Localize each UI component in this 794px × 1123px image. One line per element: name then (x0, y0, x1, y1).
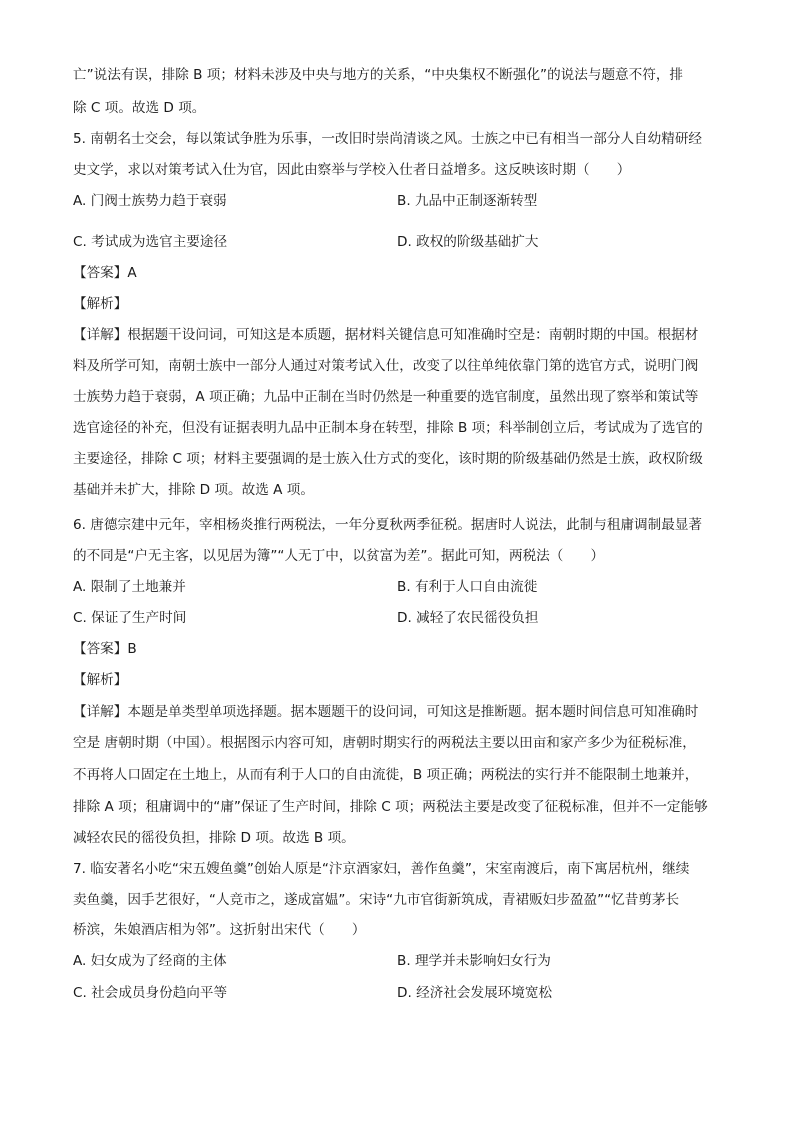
text-line: 亡”说法有误，排除 B 项；材料未涉及中央与地方的关系，“中央集权不断强化”的说法与题意不符，排 (73, 67, 684, 83)
question-5-explanation: 主要途径，排除 C 项；材料主要强调的是士族入仕方式的变化，该时期的阶级基础仍然是士族，政权阶级 (73, 451, 703, 467)
question-7-option-a: A. 妇女成为了经商的主体 (73, 953, 227, 969)
question-5-stem: 5. 南朝名士交会，每以策试争胜为乐事，一改旧时崇尚清谈之风。士族之中已有相当一部分人自幼精研经 (73, 131, 703, 147)
question-5-explanation: 料及所学可知，南朝士族中一部分人通过对策考试入仕，改变了以往单纯依靠门第的选官方式，说明门阀 (73, 358, 699, 374)
question-7-option-b: B. 理学并未影响妇女行为 (397, 953, 551, 969)
question-6-explanation: 空是 唐朝时期（中国）。根据图示内容可知，唐朝时期实行的两税法主要以田亩和家产多少为征税标准， (73, 735, 696, 751)
question-7-stem: 卖鱼羹，因手艺很好，“人竞市之，遂成富媪”。宋诗“九市官街新筑成，青裙贩妇步盈盈”“忆昔剪茅长 (73, 892, 680, 908)
question-7-stem: 桥滨，朱娘酒店相为邻”。这折射出宋代（ ） (73, 922, 366, 938)
question-6-answer: 【答案】B (73, 641, 137, 657)
question-6-analysis-label: 【解析】 (73, 672, 128, 688)
question-5-stem: 史文学，求以对策考试入仕为官，因此由察举与学校入仕者日益增多。这反映该时期（ ） (73, 162, 631, 178)
question-7-option-d: D. 经济社会发展环境宽松 (397, 985, 553, 1001)
question-6-explanation: 不再将人口固定在土地上，从而有利于人口的自由流徙，B 项正确；两税法的实行并不能限制土地兼并， (73, 767, 699, 783)
question-7-stem: 7. 临安著名小吃“宋五嫂鱼羹”创始人原是“汴京酒家妇，善作鱼羹”，宋室南渡后，南下寓居杭州，继续 (73, 861, 690, 877)
question-7-option-c: C. 社会成员身份趋向平等 (73, 985, 228, 1001)
question-5-analysis-label: 【解析】 (73, 296, 128, 312)
question-5-explanation: 选官途径的补充，但没有证据表明九品中正制本身在转型，排除 B 项；科举制创立后，考试成为了选官的 (73, 420, 703, 436)
question-6-stem: 的不同是“户无主客，以见居为簿”“人无丁中，以贫富为差”。据此可知，两税法（ ） (73, 548, 605, 564)
question-5-explanation: 【详解】根据题干设问词，可知这是本质题，据材料关键信息可知准确时空是：南朝时期的中国。根据材 (73, 327, 699, 343)
question-6-explanation: 减轻农民的徭役负担，排除 D 项。故选 B 项。 (73, 830, 355, 846)
question-5-option-c: C. 考试成为选官主要途径 (73, 234, 228, 250)
question-6-explanation: 排除 A 项；租庸调中的“庸”保证了生产时间，排除 C 项；两税法主要是改变了征税标准，但并不一定能够 (73, 799, 708, 815)
question-6-stem: 6. 唐德宗建中元年，宰相杨炎推行两税法，一年分夏秋两季征税。据唐时人说法，此制与租庸调制最显著 (73, 517, 703, 533)
question-5-explanation: 基础并未扩大，排除 D 项。故选 A 项。 (73, 482, 314, 498)
text-line: 除 C 项。故选 D 项。 (73, 100, 206, 116)
question-6-option-a: A. 限制了土地兼并 (73, 579, 186, 595)
question-5-option-b: B. 九品中正制逐渐转型 (397, 193, 538, 209)
question-5-option-a: A. 门阀士族势力趋于衰弱 (73, 193, 227, 209)
question-6-option-b: B. 有利于人口自由流徙 (397, 579, 538, 595)
question-5-explanation: 士族势力趋于衰弱，A 项正确；九品中正制在当时仍然是一种重要的选官制度，虽然出现了察举和策试等 (73, 389, 699, 405)
question-5-answer: 【答案】A (73, 265, 137, 281)
question-6-explanation: 【详解】本题是单类型单项选择题。据本题题干的设问词，可知这是推断题。据本题时间信息可知准确时 (73, 704, 699, 720)
question-6-option-d: D. 减轻了农民徭役负担 (397, 610, 539, 626)
question-6-option-c: C. 保证了生产时间 (73, 610, 187, 626)
question-5-option-d: D. 政权的阶级基础扩大 (397, 234, 539, 250)
